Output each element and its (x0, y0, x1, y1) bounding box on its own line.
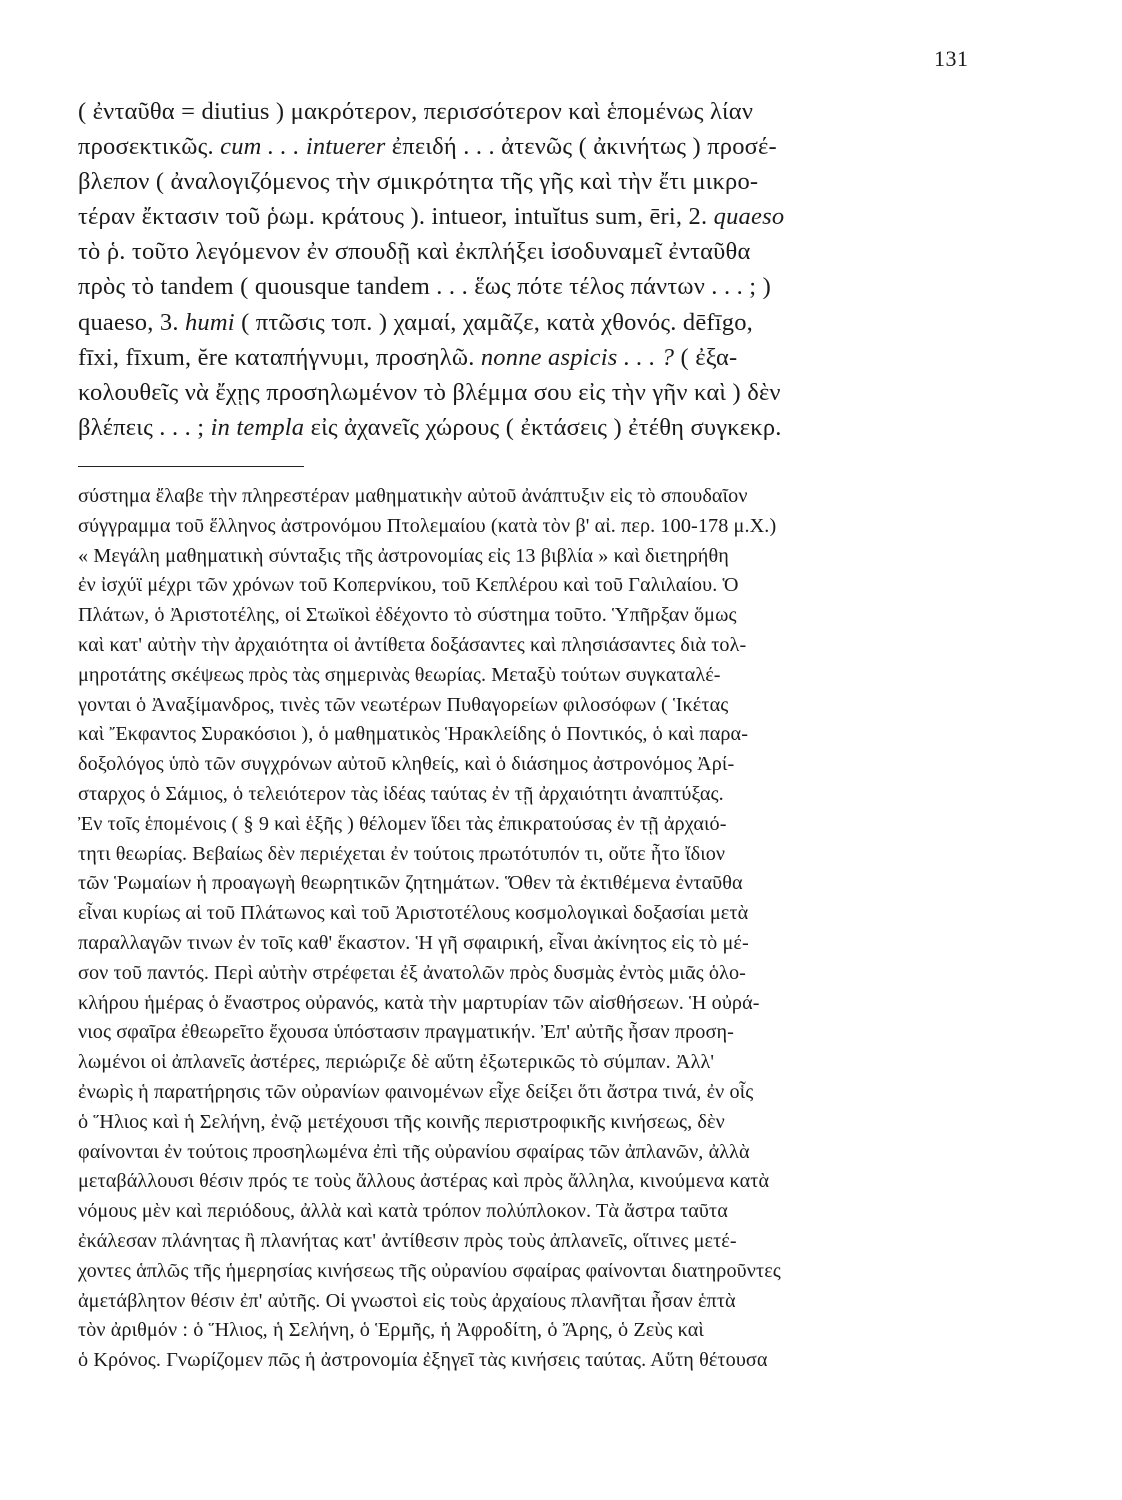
footnote-line: ὁ Ἥλιος καὶ ἡ Σελήνη, ἐνῷ μετέχουσι τῆς κοινῆς περιστροφικῆς κινήσεως, δὲν (78, 1110, 725, 1133)
footnote-line: παραλλαγῶν τινων ἐν τοῖς καθ' ἕκαστον. Ἡ γῆ σφαιρική, εἶναι ἀκίνητος εἰς τὸ μέ- (78, 931, 749, 954)
latin-lemma: cum . . . intuerer (220, 133, 386, 161)
footnote-line: καὶ Ἔκφαντος Συρακόσιοι ), ὁ μαθηματικὸς Ἡρακλείδης ὁ Ποντικός, ὁ καὶ παρα- (78, 723, 749, 746)
footnote-line: Ἐν τοῖς ἑπομένοις ( § 9 καὶ ἑξῆς ) θέλομεν ἴδει τὰς ἐπικρατούσας ἐν τῇ ἀρχαιό- (78, 812, 727, 835)
text-segment: βλέπεις . . . ; (78, 413, 211, 441)
footnote-line: γονται ὁ Ἀναξίμανδρος, τινὲς τῶν νεωτέρων Πυθαγορείων φιλοσόφων ( Ἱκέτας (78, 693, 729, 716)
footnote-line: φαίνονται ἐν τούτοις προσηλωμένα ἐπὶ τῆς οὐρανίου σφαίρας τῶν ἀπλανῶν, ἀλλὰ (78, 1140, 750, 1163)
text-segment: προσεκτικῶς. (78, 133, 221, 161)
footnote-separator (78, 466, 304, 467)
footnote-line: λωμένοι οἱ ἀπλανεῖς ἀστέρες, περιώριζε δὲ αὕτη ἐξωτερικῶς τὸ σύμπαν. Ἀλλ' (78, 1051, 715, 1074)
main-text-line (78, 164, 978, 199)
main-text-line (78, 234, 978, 269)
text-segment: quaeso, 3. (78, 308, 185, 336)
footnote-line: μεταβάλλουσι θέσιν πρός τε τοὺς ἄλλους ἀστέρας καὶ πρὸς ἄλληλα, κινούμενα κατὰ (78, 1170, 770, 1193)
main-text-line (78, 129, 978, 164)
main-text-line (78, 305, 978, 340)
text-segment: ἐπειδή . . . ἀτενῶς ( ἀκινήτως ) προσέ- (385, 133, 777, 161)
footnote-line: σύστημα ἔλαβε τὴν πληρεστέραν μαθηματικὴν αὐτοῦ ἀνάπτυξιν εἰς τὸ σπουδαῖον (78, 485, 748, 507)
latin-lemma: in templa (210, 413, 305, 441)
text-segment: τὸ ῥ. τοῦτο λεγόμενον ἐν σπουδῇ καὶ ἐκπλήξει ἰσοδυναμεῖ ἐνταῦθα (78, 238, 751, 266)
footnote (78, 482, 978, 1376)
text-segment: ( ἐνταῦθα = diutius ) μακρότερον, περισσότερον καὶ ἑπομένως λίαν (78, 98, 754, 125)
footnote-line: σύγγραμμα τοῦ ἕλληνος ἀστρονόμου Πτολεμαίου (κατὰ τὸν β' αἰ. περ. 100-178 μ.Χ.) (78, 514, 777, 537)
main-text-line (78, 94, 978, 129)
footnote-line: ἐνωρὶς ἡ παρατήρησις τῶν οὐρανίων φαινομένων εἶχε δείξει ὅτι ἄστρα τινά, ἐν οἷς (78, 1080, 754, 1103)
footnote-line: χοντες ἁπλῶς τῆς ἡμερησίας κινήσεως τῆς οὐρανίου σφαίρας φαίνονται διατηροῦντες (78, 1259, 781, 1282)
text-segment: ( πτῶσις τοπ. ) χαμαί, χαμᾶζε, κατὰ χθονός. dēfīgo, (234, 308, 754, 336)
footnote-line: σον τοῦ παντός. Περὶ αὐτὴν στρέφεται ἐξ ἀνατολῶν πρὸς δυσμὰς ἐντὸς μιᾶς ὁλο- (78, 961, 746, 984)
footnote-line: ἐκάλεσαν πλάνητας ἢ πλανήτας κατ' ἀντίθεσιν πρὸς τοὺς ἀπλανεῖς, οἵτινες μετέ- (78, 1229, 737, 1252)
text-segment: κολουθεῖς νὰ ἔχῃς προσηλωμένον τὸ βλέμμα σου εἰς τὴν γῆν καὶ ) δὲν (78, 378, 781, 406)
footnote-line: νιος σφαῖρα ἐθεωρεῖτο ἔχουσα ὑπόστασιν πραγματικήν. Ἐπ' αὐτῆς ἦσαν προση- (78, 1021, 734, 1044)
text-segment: πρὸς τὸ tandem ( quousque tandem . . . ἕως πότε τέλος πάντων . . . ; ) (78, 273, 771, 301)
footnote-line: νόμους μὲν καὶ περιόδους, ἀλλὰ καὶ κατὰ τρόπον πολύπλοκον. Τὰ ἄστρα ταῦτα (78, 1200, 728, 1223)
text-segment: βλεπον ( ἀναλογιζόμενος τὴν σμικρότητα τῆς γῆς καὶ τὴν ἔτι μικρο- (78, 168, 759, 196)
footnote-line: μηροτάτης σκέψεως πρὸς τὰς σημερινὰς θεωρίας. Μεταξὺ τούτων συγκαταλέ- (78, 663, 721, 686)
footnote-line: εἶναι κυρίως αἱ τοῦ Πλάτωνος καὶ τοῦ Ἀριστοτέλους κοσμολογικαὶ δοξασίαι μετὰ (78, 902, 749, 925)
footnote-line: κλήρου ἡμέρας ὁ ἔναστρος οὐρανός, κατὰ τὴν μαρτυρίαν τῶν αἰσθήσεων. Ἡ οὐρά- (78, 991, 760, 1014)
latin-lemma: humi (184, 308, 235, 336)
footnote-line: ἀμετάβλητον θέσιν ἐπ' αὐτῆς. Οἱ γνωστοὶ εἰς τοὺς ἀρχαίους πλανῆται ἦσαν ἑπτὰ (78, 1289, 736, 1312)
main-text-line (78, 199, 978, 234)
main-text-line (78, 269, 978, 304)
text-segment: εἰς ἀχανεῖς χώρους ( ἐκτάσεις ) ἐτέθη συγκεκρ. (304, 413, 782, 441)
footnote-line: ἐν ἰσχύϊ μέχρι τῶν χρόνων τοῦ Κοπερνίκου, τοῦ Κεπλέρου καὶ τοῦ Γαλιλαίου. Ὁ (78, 574, 739, 597)
text-segment: fīxi, fīxum, ĕre καταπήγνυμι, προσηλῶ. (78, 343, 481, 371)
main-text (78, 94, 978, 445)
footnote-line: καὶ κατ' αὐτὴν τὴν ἀρχαιότητα οἱ ἀντίθετα δοξάσαντες καὶ πλησιάσαντες διὰ τολ- (78, 633, 747, 656)
main-text-line (78, 375, 978, 410)
main-text-line (78, 340, 978, 375)
footnote-line: ὁ Κρόνος. Γνωρίζομεν πῶς ἡ ἀστρονομία ἐξηγεῖ τὰς κινήσεις ταύτας. Αὕτη θέτουσα (78, 1349, 768, 1372)
latin-lemma: quaeso (713, 203, 785, 231)
main-text-line (78, 410, 978, 445)
footnote-line: σταρχος ὁ Σάμιος, ὁ τελειότερον τὰς ἰδέας ταύτας ἐν τῇ ἀρχαιότητι ἀναπτύξας. (78, 782, 724, 805)
text-segment: ( ἐξα- (674, 343, 738, 371)
footnote-line: Πλάτων, ὁ Ἀριστοτέλης, οἱ Στωϊκοὶ ἐδέχοντο τὸ σύστημα τοῦτο. Ὑπῆρξαν ὅμως (78, 604, 737, 627)
footnote-line: τητι θεωρίας. Βεβαίως δὲν περιέχεται ἐν τούτοις πρωτότυπόν τι, οὔτε ἦτο ἴδιον (78, 842, 726, 865)
footnote-line: « Μεγάλη μαθηματικὴ σύνταξις τῆς ἀστρονομίας εἰς 13 βιβλία » καὶ διετηρήθη (78, 544, 729, 567)
latin-lemma: nonne aspicis . . . ? (480, 343, 675, 371)
footnote-line: τὸν ἀριθμόν : ὁ Ἥλιος, ἡ Σελήνη, ὁ Ἑρμῆς, ἡ Ἀφροδίτη, ὁ Ἄρης, ὁ Ζεὺς καὶ (78, 1319, 704, 1342)
footnote-line: τῶν Ῥωμαίων ἡ προαγωγὴ θεωρητικῶν ζητημάτων. Ὅθεν τὰ ἐκτιθέμενα ἐνταῦθα (78, 872, 743, 895)
page-number: 131 (934, 46, 969, 71)
footnote-line: δοξολόγος ὑπὸ τῶν συγχρόνων αὐτοῦ κληθείς, καὶ ὁ διάσημος ἀστρονόμος Ἀρί- (78, 753, 735, 776)
text-segment: τέραν ἔκτασιν τοῦ ῥωμ. κράτους ). intueor, intuĭtus sum, ēri, 2. (78, 203, 714, 231)
